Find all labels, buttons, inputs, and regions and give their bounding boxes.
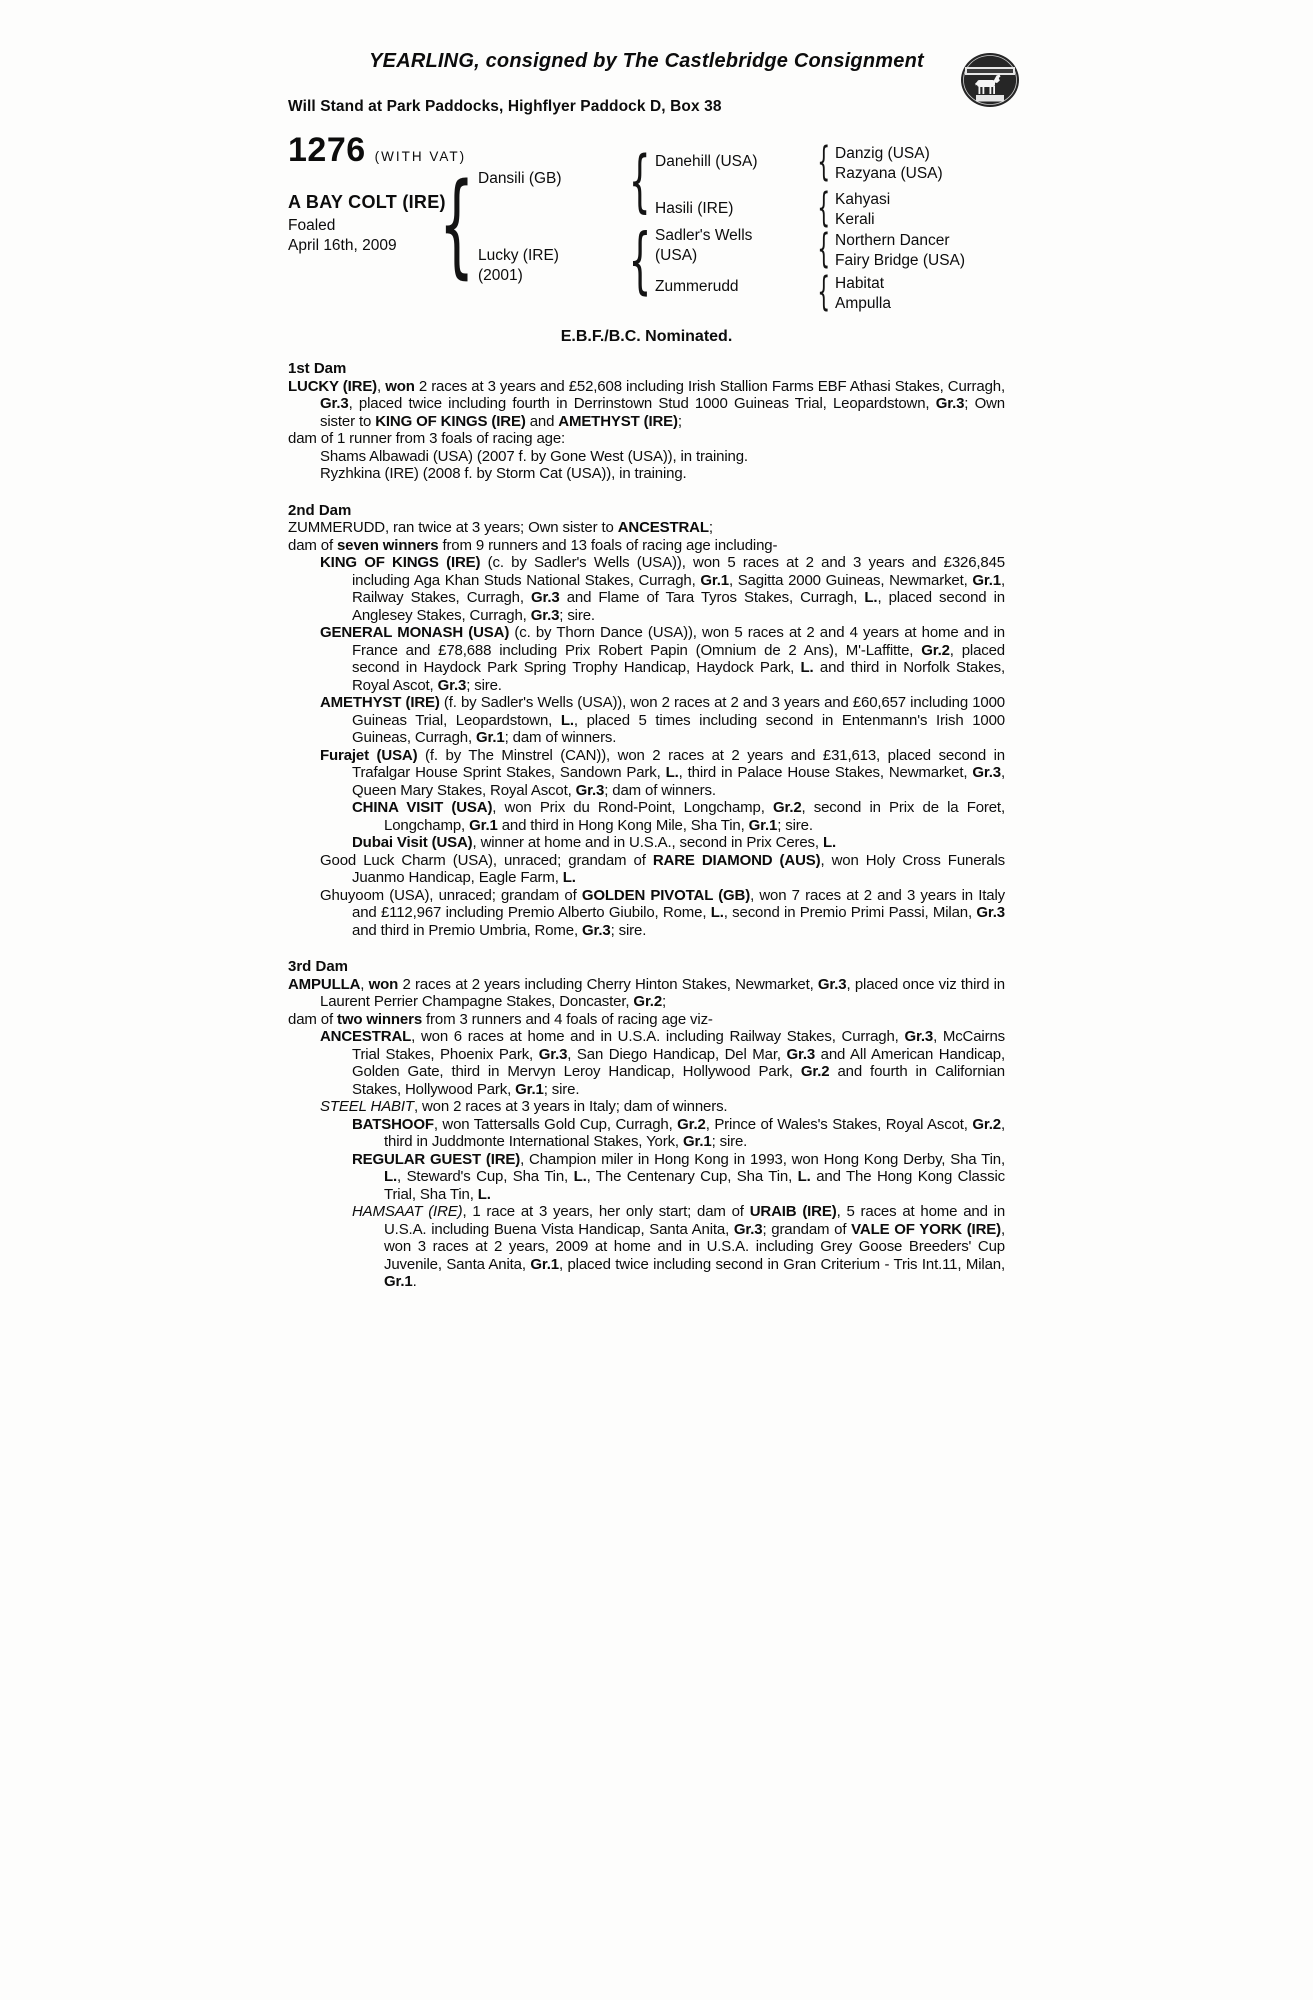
- pedigree-text-segment: Shams Albawadi (USA) (2007 f. by Gone West (USA)), in training.: [320, 447, 748, 465]
- pedigree-text-segment: GENERAL MONASH (USA): [320, 624, 510, 641]
- pedigree-text-segment: , McCairns Trial Stakes, Phoenix Park,: [352, 1028, 1005, 1063]
- pedigree-text-segment: CHINA VISIT (USA): [352, 799, 493, 816]
- pedigree-paragraph: [320, 1028, 1005, 1098]
- pedigree-text-segment: , won Tattersalls Gold Cup, Curragh,: [433, 1115, 678, 1133]
- pedigree-text-segment: URAIB (IRE): [749, 1203, 837, 1220]
- gen3-name: Northern Dancer: [835, 232, 950, 249]
- dam-name: Lucky (IRE): [478, 247, 559, 264]
- gen3-name: Ampulla: [835, 295, 891, 312]
- pedigree-text-segment: Gr.1: [384, 1273, 413, 1290]
- pedigree-text-segment: VALE OF YORK (IRE): [851, 1220, 1001, 1238]
- pedigree-text-segment: seven winners: [336, 536, 439, 554]
- pedigree-text-segment: , Steward's Cup, Sha Tin,: [397, 1168, 574, 1185]
- pedigree-text-segment: STEEL HABIT: [320, 1098, 414, 1115]
- pedigree-text-segment: REGULAR GUEST (IRE): [352, 1150, 521, 1168]
- pedigree-text-segment: AMETHYST (IRE): [558, 412, 678, 430]
- pedigree-text-segment: Gr.1: [972, 571, 1001, 589]
- gen3-name: Fairy Bridge (USA): [835, 252, 966, 269]
- pedigree-text-segment: , won 3 races at 2 years, 2009 at home and in U.S.A. including Grey Goose Breeders' Cup Juvenile, Santa Anita,: [384, 1220, 1005, 1273]
- pedigree-text-segment: , won 7 races at 2 and 3 years in Italy and £112,967 including Premio Alberto Giubilo, Rome,: [352, 886, 1005, 921]
- pedigree-text-segment: ;: [662, 993, 667, 1010]
- pedigree-text-segment: L.: [665, 764, 679, 781]
- pedigree-text-segment: Gr.3: [786, 1045, 816, 1063]
- pedigree-text-segment: two winners: [336, 1010, 423, 1028]
- pedigree-text-segment: , placed second in Haydock Park Spring Trophy Handicap, Haydock Park,: [352, 641, 1005, 676]
- pedigree-text-segment: won: [368, 975, 399, 993]
- gen3-name: Razyana (USA): [835, 165, 943, 182]
- pedigree-text-segment: L.: [864, 589, 878, 606]
- pedigree-text-segment: Good Luck Charm (USA), unraced; grandam of: [320, 851, 653, 869]
- pedigree-text-segment: Gr.3: [437, 676, 467, 694]
- gen2-name: Zummerudd: [655, 278, 739, 295]
- pedigree-brace-gen3-4: [810, 273, 838, 311]
- pedigree-text-segment: L.: [822, 834, 836, 851]
- catalogue-content-column: [288, 0, 1005, 1291]
- lot-number: 1276: [288, 131, 366, 169]
- consignment-header: YEARLING, consigned by The Castlebridge Consignment: [369, 50, 924, 72]
- pedigree-text-segment: , Railway Stakes, Curragh,: [352, 571, 1005, 606]
- pedigree-text-segment: Gr.1: [469, 816, 498, 834]
- pedigree-text-segment: Gr.3: [575, 781, 605, 799]
- pedigree-text-segment: from 3 runners and 4 foals of racing age viz-: [422, 1010, 713, 1028]
- pedigree-text-segment: Gr.3: [538, 1045, 568, 1063]
- pedigree-paragraph: [288, 430, 1005, 448]
- pedigree-text-segment: ; dam of winners.: [504, 729, 617, 746]
- pedigree-paragraph: [320, 851, 1005, 887]
- pedigree-text-segment: Gr.3: [976, 904, 1005, 921]
- pedigree-text-segment: , placed twice including second in Gran Criterium - Tris Int.11, Milan,: [558, 1255, 1005, 1273]
- pedigree-text-segment: AMPULLA: [288, 975, 361, 993]
- pedigree-text-segment: , second in Prix de la Foret, Longchamp,: [384, 799, 1005, 834]
- dam-year: (2001): [478, 267, 523, 284]
- pedigree-text-segment: , The Centenary Cup, Sha Tin,: [586, 1168, 798, 1185]
- pedigree-text-segment: ;: [708, 519, 713, 536]
- pedigree-text-segment: ANCESTRAL: [320, 1028, 412, 1045]
- pedigree-text-segment: ;: [677, 412, 682, 430]
- pedigree-text-segment: , Queen Mary Stakes, Royal Ascot,: [352, 764, 1005, 799]
- pedigree-text-segment: Gr.3: [972, 764, 1001, 781]
- pedigree-text-segment: L.: [384, 1168, 398, 1185]
- pedigree-paragraph: [320, 746, 1006, 800]
- pedigree-tree: [288, 131, 1005, 318]
- pedigree-text-segment: Gr.1: [515, 1080, 544, 1098]
- pedigree-text-segment: (f. by The Minstrel (CAN)), won 2 races at 2 years and £31,613, placed second in Trafalgar House Sprint Stakes, Sandown Park,: [352, 746, 1006, 781]
- pedigree-text-segment: , won 2 races at 3 years in Italy; dam of winners.: [413, 1098, 728, 1115]
- pedigree-text-segment: .: [412, 1273, 417, 1290]
- pedigree-text-segment: and: [525, 412, 559, 430]
- horse-title: A BAY COLT (IRE): [288, 192, 446, 212]
- pedigree-text-segment: from 9 runners and 13 foals of racing age including-: [438, 536, 778, 554]
- pedigree-text-segment: , third in Juddmonte International Stakes, York,: [384, 1115, 1005, 1150]
- pedigree-text-segment: GOLDEN PIVOTAL (GB): [581, 886, 751, 904]
- pedigree-paragraph: [288, 519, 1005, 537]
- pedigree-paragraph: [320, 624, 1005, 694]
- pedigree-text-segment: RARE DIAMOND (AUS): [652, 851, 821, 869]
- pedigree-text-segment: ; grandam of: [762, 1220, 852, 1238]
- pedigree-paragraph: [288, 975, 1005, 1011]
- pedigree-text-segment: L.: [560, 711, 574, 729]
- dam-section-heading: 2nd Dam: [288, 501, 352, 519]
- pedigree-text-segment: dam of 1 runner from 3 foals of racing age:: [288, 430, 566, 447]
- gen3-name: Kerali: [835, 211, 875, 228]
- pedigree-text-segment: Dubai Visit (USA): [352, 834, 473, 851]
- pedigree-text-segment: Gr.1: [530, 1255, 559, 1273]
- pedigree-paragraph: [352, 1150, 1005, 1204]
- gen2-name: Hasili (IRE): [655, 200, 734, 217]
- foaled-label: Foaled: [288, 217, 336, 234]
- pedigree-text-segment: Gr.3: [320, 395, 349, 412]
- pedigree-text-segment: L.: [562, 869, 576, 886]
- pedigree-text-segment: , Sagitta 2000 Guineas, Newmarket,: [728, 571, 973, 589]
- pedigree-brace-gen2-sire: [626, 149, 654, 215]
- pedigree-text-segment: ; sire.: [777, 816, 813, 834]
- pedigree-text-segment: and third in Hong Kong Mile, Sha Tin,: [497, 816, 749, 834]
- pedigree-text-segment: (c. by Thorn Dance (USA)), won 5 races at 2 and 4 years at home and in France and £78,688 including Prix Robert Papin (Omnium de 2 Ans), M'-Laffitte,: [352, 624, 1005, 659]
- pedigree-paragraph: [352, 799, 1005, 834]
- pedigree-text-segment: ,: [377, 377, 386, 395]
- pedigree-text-segment: , placed 5 times including second in Entenmann's Irish 1000 Guineas, Curragh,: [352, 711, 1005, 746]
- pedigree-text-segment: Gr.2: [772, 799, 802, 816]
- pedigree-text-segment: Gr.3: [733, 1220, 763, 1238]
- pedigree-text-segment: ; sire.: [466, 676, 502, 694]
- pedigree-text-segment: KING OF KINGS (IRE): [375, 412, 526, 430]
- pedigree-text-segment: , placed second in Anglesey Stakes, Curragh,: [352, 589, 1006, 624]
- pedigree-text-segment: Gr.2: [677, 1115, 706, 1133]
- pedigree-details: [288, 360, 1005, 1291]
- pedigree-text-segment: , Champion miler in Hong Kong in 1993, won Hong Kong Derby, Sha Tin,: [520, 1150, 1005, 1168]
- dam-section-heading: 3rd Dam: [288, 958, 349, 975]
- nominated-line: E.B.F./B.C. Nominated.: [560, 328, 733, 345]
- pedigree-paragraph: [320, 1098, 1005, 1116]
- pedigree-text-segment: Furajet (USA): [320, 746, 418, 764]
- pedigree-text-segment: , won 6 races at home and in U.S.A. including Railway Stakes, Curragh,: [411, 1028, 905, 1045]
- pedigree-paragraph: [320, 886, 1005, 940]
- gen2-name: (USA): [655, 247, 698, 264]
- pedigree-text-segment: 2 races at 3 years and £52,608 including Irish Stallion Farms EBF Athasi Stakes, Curragh,: [414, 377, 1005, 395]
- pedigree-paragraph: [288, 536, 1005, 555]
- pedigree-text-segment: Gr.1: [682, 1133, 712, 1150]
- pedigree-paragraph: [320, 694, 1005, 747]
- pedigree-text-segment: Gr.3: [582, 921, 611, 939]
- pedigree-text-segment: , San Diego Handicap, Del Mar,: [567, 1045, 787, 1063]
- pedigree-text-segment: L.: [477, 1185, 491, 1203]
- pedigree-text-segment: Gr.1: [700, 571, 729, 589]
- pedigree-text-segment: L.: [797, 1168, 811, 1185]
- pedigree-text-segment: and fourth in Californian Stakes, Hollywood Park,: [352, 1063, 1005, 1098]
- pedigree-text-segment: and All American Handicap, Golden Gate, third in Mervyn Leroy Handicap, Hollywood Park,: [352, 1045, 1005, 1080]
- pedigree-paragraph: [352, 834, 1005, 852]
- vat-note: (WITH VAT): [374, 149, 467, 164]
- pedigree-text-segment: Gr.1: [476, 729, 505, 746]
- pedigree-text-segment: and Flame of Tara Tyros Stakes, Curragh,: [559, 589, 865, 606]
- pedigree-text-segment: (f. by Sadler's Wells (USA)), won 2 races at 2 and 3 years and £60,657 including 1000 Guineas Trial, Leopardstown,: [352, 694, 1005, 729]
- pedigree-paragraph: [320, 447, 1005, 466]
- pedigree-paragraph: [320, 554, 1006, 624]
- pedigree-paragraph: [352, 1115, 1005, 1151]
- pedigree-brace-gen3-1: [810, 143, 838, 181]
- gen3-name: Habitat: [835, 275, 885, 292]
- pedigree-paragraph: [288, 377, 1005, 431]
- pedigree-text-segment: , 5 races at home and in U.S.A. including Buena Vista Handicap, Santa Anita,: [384, 1203, 1006, 1238]
- gen2-name: Sadler's Wells: [655, 227, 753, 244]
- pedigree-brace-gen2-dam: [626, 225, 654, 295]
- pedigree-text-segment: Gr.3: [530, 606, 560, 624]
- pedigree-text-segment: L.: [573, 1168, 587, 1185]
- pedigree-text-segment: , placed once viz third in Laurent Perrier Champagne Stakes, Doncaster,: [320, 975, 1005, 1010]
- pedigree-text-segment: ; Own sister to: [320, 395, 1005, 430]
- pedigree-brace-gen3-3: [810, 230, 838, 268]
- pedigree-text-segment: won: [385, 377, 415, 395]
- pedigree-paragraph: [352, 1203, 1006, 1291]
- pedigree-text-segment: Gr.2: [633, 993, 663, 1010]
- pedigree-text-segment: HAMSAAT (IRE): [352, 1203, 463, 1220]
- pedigree-text-segment: , won Prix du Rond-Point, Longchamp,: [492, 799, 773, 816]
- pedigree-text-segment: ; dam of winners.: [604, 781, 716, 799]
- stand-location-line: Will Stand at Park Paddocks, Highflyer Paddock D, Box 38: [288, 98, 722, 115]
- pedigree-text-segment: Ghuyoom (USA), unraced; grandam of: [320, 886, 582, 904]
- pedigree-text-segment: and third in Norfolk Stakes, Royal Ascot,: [352, 659, 1005, 694]
- pedigree-text-segment: ; sire.: [711, 1133, 748, 1150]
- pedigree-text-segment: ; sire.: [543, 1080, 580, 1098]
- gen2-name: Danehill (USA): [655, 153, 758, 170]
- pedigree-text-segment: ,: [360, 975, 369, 993]
- dam-section-heading: 1st Dam: [288, 360, 347, 377]
- pedigree-text-segment: , 1 race at 3 years, her only start; dam of: [462, 1203, 750, 1220]
- pedigree-text-segment: L.: [800, 659, 814, 676]
- pedigree-text-segment: , won Holy Cross Funerals Juanmo Handicap, Eagle Farm,: [352, 851, 1005, 886]
- pedigree-text-segment: Gr.3: [904, 1028, 934, 1045]
- foaled-date: April 16th, 2009: [288, 237, 397, 254]
- sire-name: Dansili (GB): [478, 170, 562, 187]
- pedigree-text-segment: Gr.2: [921, 641, 950, 659]
- pedigree-text-segment: ; sire.: [610, 921, 647, 939]
- pedigree-text-segment: LUCKY (IRE): [288, 377, 378, 395]
- pedigree-text-segment: KING OF KINGS (IRE): [320, 554, 481, 571]
- pedigree-text-segment: Gr.2: [972, 1115, 1001, 1133]
- pedigree-text-segment: and The Hong Kong Classic Trial, Sha Tin,: [384, 1168, 1005, 1203]
- pedigree-text-segment: , second in Premio Primi Passi, Milan,: [723, 904, 977, 921]
- pedigree-text-segment: BATSHOOF: [352, 1115, 434, 1133]
- pedigree-text-segment: Gr.1: [748, 816, 778, 834]
- pedigree-text-segment: and third in Premio Umbria, Rome,: [352, 921, 582, 939]
- pedigree-text-segment: Gr.3: [530, 589, 560, 606]
- pedigree-paragraph: [320, 465, 1005, 483]
- pedigree-text-segment: , Prince of Wales's Stakes, Royal Ascot,: [705, 1115, 973, 1133]
- pedigree-text-segment: Gr.2: [800, 1063, 830, 1080]
- pedigree-text-segment: dam of: [288, 1010, 337, 1028]
- pedigree-text-segment: Ryzhkina (IRE) (2008 f. by Storm Cat (USA)), in training.: [320, 465, 687, 482]
- pedigree-text-segment: 2 races at 2 years including Cherry Hinton Stakes, Newmarket,: [398, 975, 818, 993]
- gen3-name: Danzig (USA): [835, 145, 930, 162]
- pedigree-paragraph: [288, 1010, 1005, 1029]
- pedigree-text-segment: ; sire.: [559, 606, 595, 624]
- pedigree-text-segment: L.: [710, 904, 724, 921]
- pedigree-brace-gen3-2: [810, 189, 838, 227]
- pedigree-text-segment: dam of: [288, 536, 337, 554]
- gen3-name: Kahyasi: [835, 191, 891, 208]
- pedigree-brace-gen1: [443, 171, 471, 279]
- pedigree-text-segment: ZUMMERUDD, ran twice at 3 years; Own sister to: [288, 519, 618, 536]
- pedigree-text-segment: , winner at home and in U.S.A., second in Prix Ceres,: [472, 834, 823, 851]
- pedigree-text-segment: ANCESTRAL: [617, 519, 709, 536]
- pedigree-text-segment: Gr.3: [935, 395, 965, 412]
- pedigree-text-segment: , placed twice including fourth in Derrinstown Stud 1000 Guineas Trial, Leopardstown,: [348, 395, 936, 412]
- pedigree-text-segment: AMETHYST (IRE): [320, 694, 440, 711]
- pedigree-text-segment: , third in Palace House Stakes, Newmarket,: [678, 764, 973, 781]
- pedigree-text-segment: Gr.3: [817, 975, 847, 993]
- pedigree-text-segment: (c. by Sadler's Wells (USA)), won 5 races at 2 and 3 years and £326,845 including Aga Khan Studs National Stakes, Curragh,: [352, 554, 1005, 589]
